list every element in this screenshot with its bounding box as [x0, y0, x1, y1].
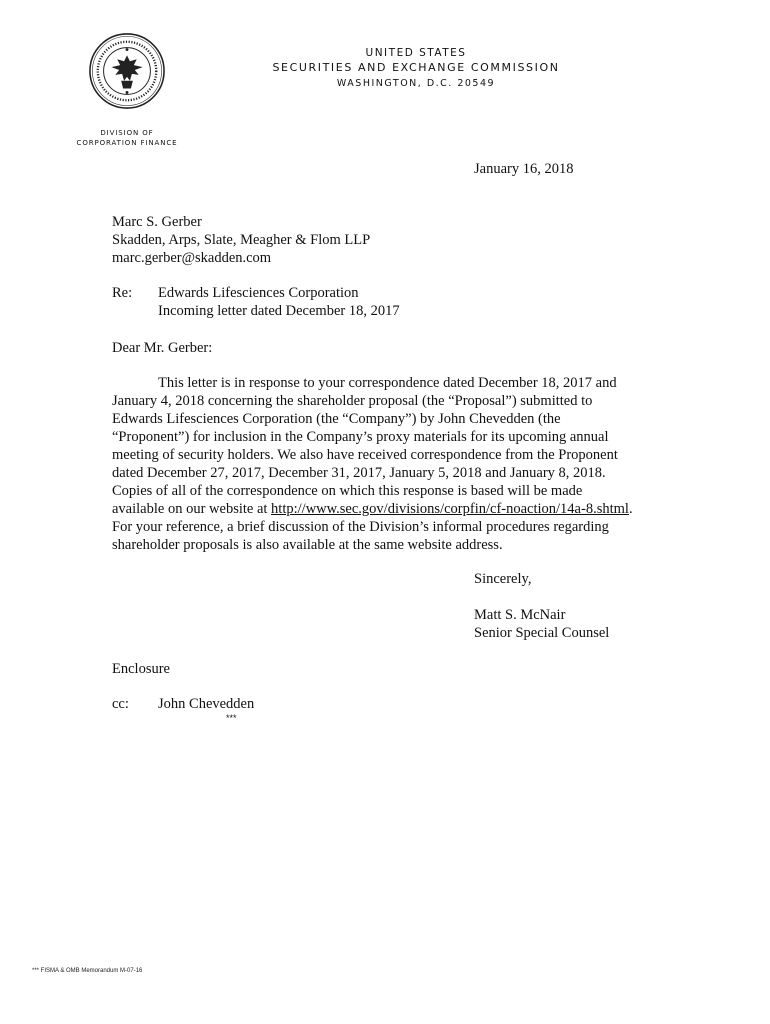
body-line: shareholder proposals is also available at the same website address.: [112, 537, 503, 553]
letter-date: January 16, 2018: [474, 161, 574, 177]
body-line: This letter is in response to your correspondence dated December 18, 2017 and: [158, 375, 617, 391]
redaction-stars: ***: [226, 713, 237, 723]
recipient-email: marc.gerber@skadden.com: [112, 250, 272, 266]
recipient-address: [112, 213, 370, 267]
body-line: For your reference, a brief discussion of the Division’s informal procedures regarding: [112, 519, 609, 535]
body-line-with-link: [112, 500, 672, 518]
re-label: Re:: [112, 285, 133, 301]
letterhead-address: WASHINGTON, D.C. 20549: [336, 78, 496, 89]
body-line: “Proponent”) for inclusion in the Company’s proxy materials for its upcoming annual: [112, 429, 609, 445]
body-line: meeting of security holders. We also have received correspondence from the Proponent: [112, 447, 618, 463]
re-line-2: Incoming letter dated December 18, 2017: [158, 303, 400, 319]
body-link-prefix: available on our website at: [112, 501, 272, 517]
salutation: Dear Mr. Gerber:: [112, 340, 213, 356]
letterhead-agency: SECURITIES AND EXCHANGE COMMISSION: [272, 61, 560, 74]
recipient-name: Marc S. Gerber: [112, 214, 202, 230]
closing-block: [474, 570, 609, 642]
cc-name: John Chevedden: [158, 696, 255, 712]
letter-body: [112, 374, 672, 554]
body-line: dated December 27, 2017, December 31, 2017, January 5, 2018 and January 8, 2018.: [112, 465, 606, 481]
recipient-firm: Skadden, Arps, Slate, Meagher & Flom LLP: [112, 232, 371, 248]
sec-noaction-link[interactable]: http://www.sec.gov/divisions/corpfin/cf-noaction/14a-8.shtml: [271, 501, 629, 517]
sec-seal-icon: [88, 32, 166, 110]
body-link-suffix: .: [628, 501, 633, 517]
signer-title: Senior Special Counsel: [474, 625, 610, 641]
body-line: Edwards Lifesciences Corporation (the “Company”) by John Chevedden (the: [112, 411, 561, 427]
body-line: January 4, 2018 concerning the shareholder proposal (the “Proposal”) submitted to: [112, 393, 593, 409]
re-subject: [158, 284, 400, 320]
letterhead-country: UNITED STATES: [365, 47, 467, 59]
division-line-1: DIVISION OF: [100, 129, 154, 137]
re-line-1: Edwards Lifesciences Corporation: [158, 285, 359, 301]
footer-note: *** FISMA & OMB Memorandum M-07-16: [32, 968, 143, 974]
enclosure-note: Enclosure: [112, 661, 170, 677]
letterhead: [240, 46, 592, 92]
valediction: Sincerely,: [474, 571, 532, 587]
division-line-2: CORPORATION FINANCE: [76, 138, 178, 147]
body-line: Copies of all of the correspondence on which this response is based will be made: [112, 483, 583, 499]
division-name: [72, 129, 182, 148]
cc-label: cc:: [112, 696, 129, 712]
signer-name: Matt S. McNair: [474, 607, 566, 623]
